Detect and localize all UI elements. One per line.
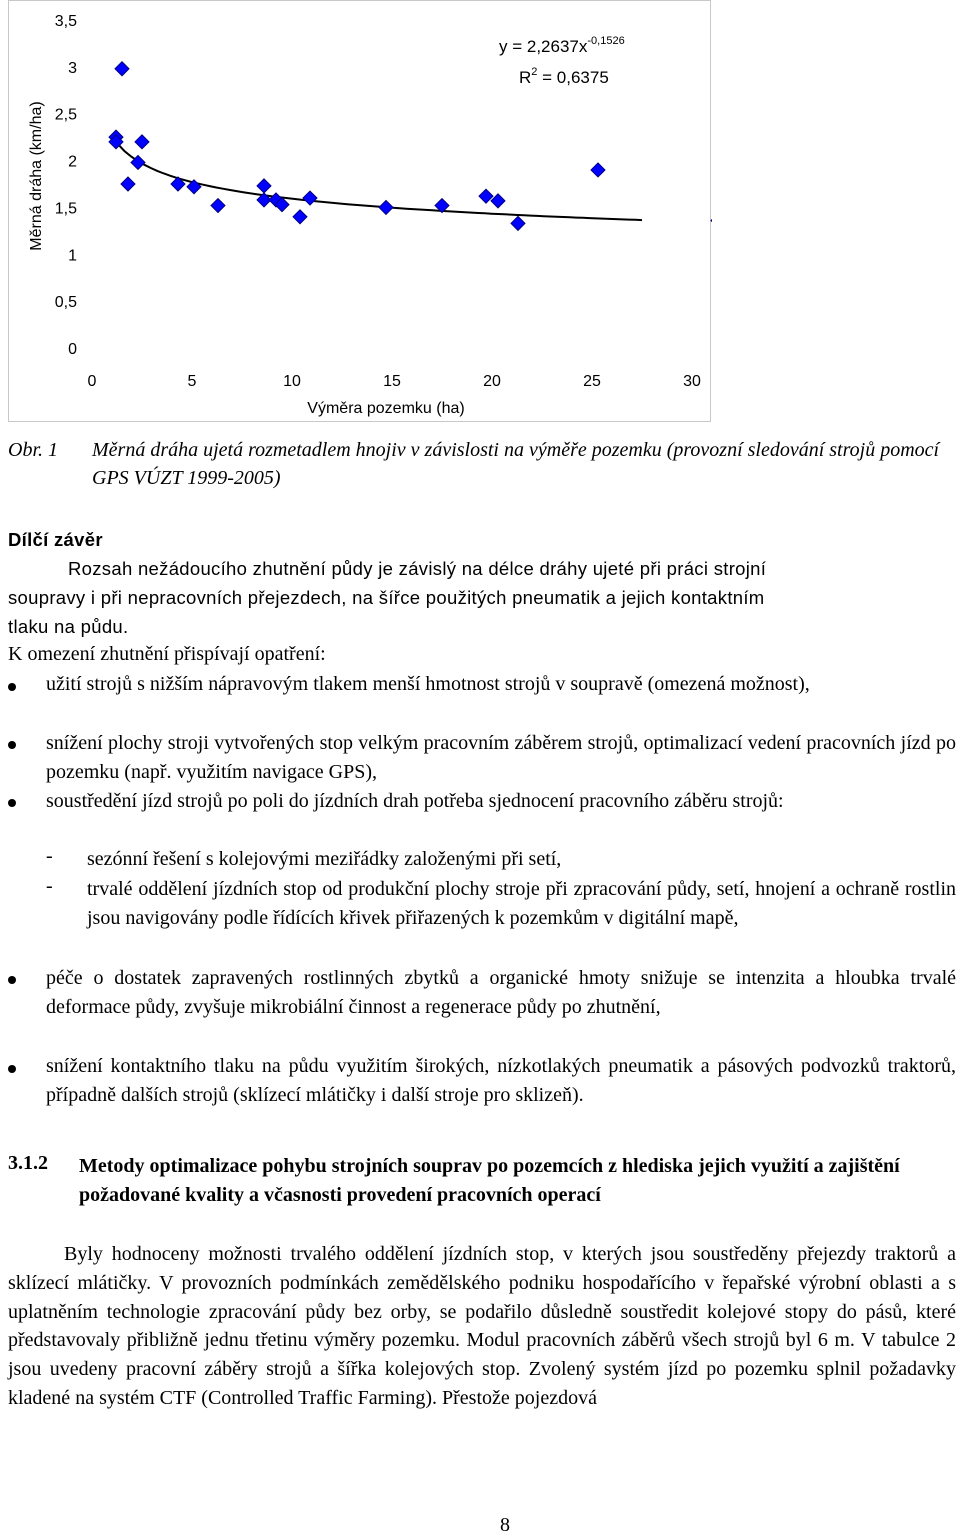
dash-item: trvalé oddělení jízdních stop od produkční plochy stroje při zpracování půdy, setí, hnojení a ochraně rostlin jsou navigovány podle řídících křivek přiřazených k pozemkům v digitální mapě, [87, 878, 956, 929]
bullet-dot [8, 976, 16, 984]
data-point [303, 191, 317, 205]
r-squared [519, 68, 609, 88]
data-point [379, 200, 393, 214]
bullet-item: užití strojů s nižším nápravovým tlakem menší hmotnost strojů v soupravě (omezená možnost), [46, 673, 810, 695]
section-number: 3.1.2 [8, 1152, 48, 1174]
figure-number: Obr. 1 [8, 439, 59, 461]
bullet-item: snížení kontaktního tlaku na půdu využitím širokých, nízkotlakých pneumatik a pásových podvozků traktorů, případně dalších strojů (sklízecí mlátičky i další stroje pro sklizeň). [46, 1055, 956, 1106]
data-point [135, 135, 149, 149]
bullet-dot [8, 741, 16, 749]
y-tick-label: 2,5 [54, 106, 77, 124]
data-point [211, 199, 225, 213]
section-title: Dílčí závěr [8, 529, 103, 550]
page-number: 8 [500, 1514, 510, 1536]
x-tick-label: 0 [87, 373, 97, 390]
x-tick-label: 25 [583, 373, 601, 390]
y-axis-label: Měrná dráha (km/ha) [28, 101, 45, 251]
bullet-dot [8, 683, 16, 691]
data-point [511, 216, 525, 230]
data-point [711, 214, 712, 228]
intro-line-2: soupravy i při nepracovních přejezdech, na šířce použitých pneumatik a jejich kontaktním [8, 587, 765, 608]
bullet-dot [8, 799, 16, 807]
data-point [121, 177, 135, 191]
y-tick-label: 0 [68, 341, 77, 358]
y-tick-label: 0,5 [54, 294, 77, 312]
y-tick-label: 3 [68, 59, 77, 77]
intro-line-1: Rozsah nežádoucího zhutnění půdy je závislý na délce dráhy ujeté při práci strojní [68, 558, 767, 579]
scatter-chart [9, 1, 712, 423]
dash-item: sezónní řešení s kolejovými meziřádky založenými při setí, [87, 848, 562, 870]
x-tick-label: 15 [383, 373, 401, 390]
y-tick-label: 3,5 [54, 13, 77, 30]
data-point [591, 163, 605, 177]
measures-lead: K omezení zhutnění přispívají opatření: [8, 643, 326, 665]
y-tick-label: 2 [68, 153, 77, 171]
x-tick-label: 20 [483, 373, 501, 390]
data-point [257, 179, 271, 193]
x-axis-label: Výměra pozemku (ha) [307, 400, 465, 417]
equation-main: y = 2,2637x [499, 37, 588, 56]
bullet-item: snížení plochy stroji vytvořených stop velkým pracovním záběrem strojů, optimalizací vedení pracovních jízd po pozemku (např. využitím navigace GPS), [46, 732, 956, 783]
equation-exponent: -0,1526 [587, 35, 625, 47]
chart-frame [8, 0, 711, 422]
dash-marker: - [46, 845, 53, 867]
bullet-dot [8, 1065, 16, 1073]
trendline-equation [499, 37, 625, 57]
figure-caption-text: Měrná dráha ujetá rozmetadlem hnojiv v závislosti na výměře pozemku (provozní sledování strojů pomocí GPS VÚZT 1999-2005) [92, 439, 940, 489]
r-squared-exponent: 2 [531, 66, 538, 78]
data-point [115, 62, 129, 76]
r-squared-symbol: R [519, 68, 532, 87]
body-paragraph: Byly hodnoceny možnosti trvalého oddělení jízdních stop, v kterých jsou soustředěny přejezdy traktorů a sklízecí mlátičky. V provozních podmínkách zemědělského podniku hospodařícího v řepařské výrobní oblasti a s uplatněním technologie zpracování půdy bez orby, se podařilo důsledně soustředit kolejové stopy do pásů, které představovaly přibližně jednu třetinu výměry pozemku. Modul pracovních záběrů všech strojů byl 6 m. V tabulce 2 jsou uvedeny pracovní záběry strojů a šířka kolejových stop. Zvolený systém jízd po pozemku splnil požadavky kladené na systém CTF (Controlled Traffic Farming). Přestože pojezdová [8, 1243, 956, 1409]
y-tick-label: 1,5 [54, 200, 77, 218]
bullet-item: soustředění jízd strojů po poli do jízdních drah potřeba sjednocení pracovního záběru strojů: [46, 790, 784, 812]
x-tick-label: 10 [283, 373, 301, 390]
y-tick-label: 1 [68, 247, 77, 265]
data-point [293, 210, 307, 224]
x-tick-label: 5 [187, 373, 197, 390]
intro-line-3: tlaku na půdu. [8, 616, 129, 637]
section-heading: Metody optimalizace pohybu strojních souprav po pozemcích z hlediska jejich využití a zajištění požadované kvality a včasnosti provedení pracovních operací [79, 1155, 900, 1206]
bullet-item: péče o dostatek zapravených rostlinných zbytků a organické hmoty snižuje se intenzita a hloubka trvalé deformace půdy, zvyšuje mikrobiální činnost a regenerace půdy po zhutnění, [46, 967, 956, 1018]
x-tick-label: 30 [683, 373, 701, 390]
r-squared-value: = 0,6375 [537, 68, 609, 87]
dash-marker: - [46, 875, 53, 897]
